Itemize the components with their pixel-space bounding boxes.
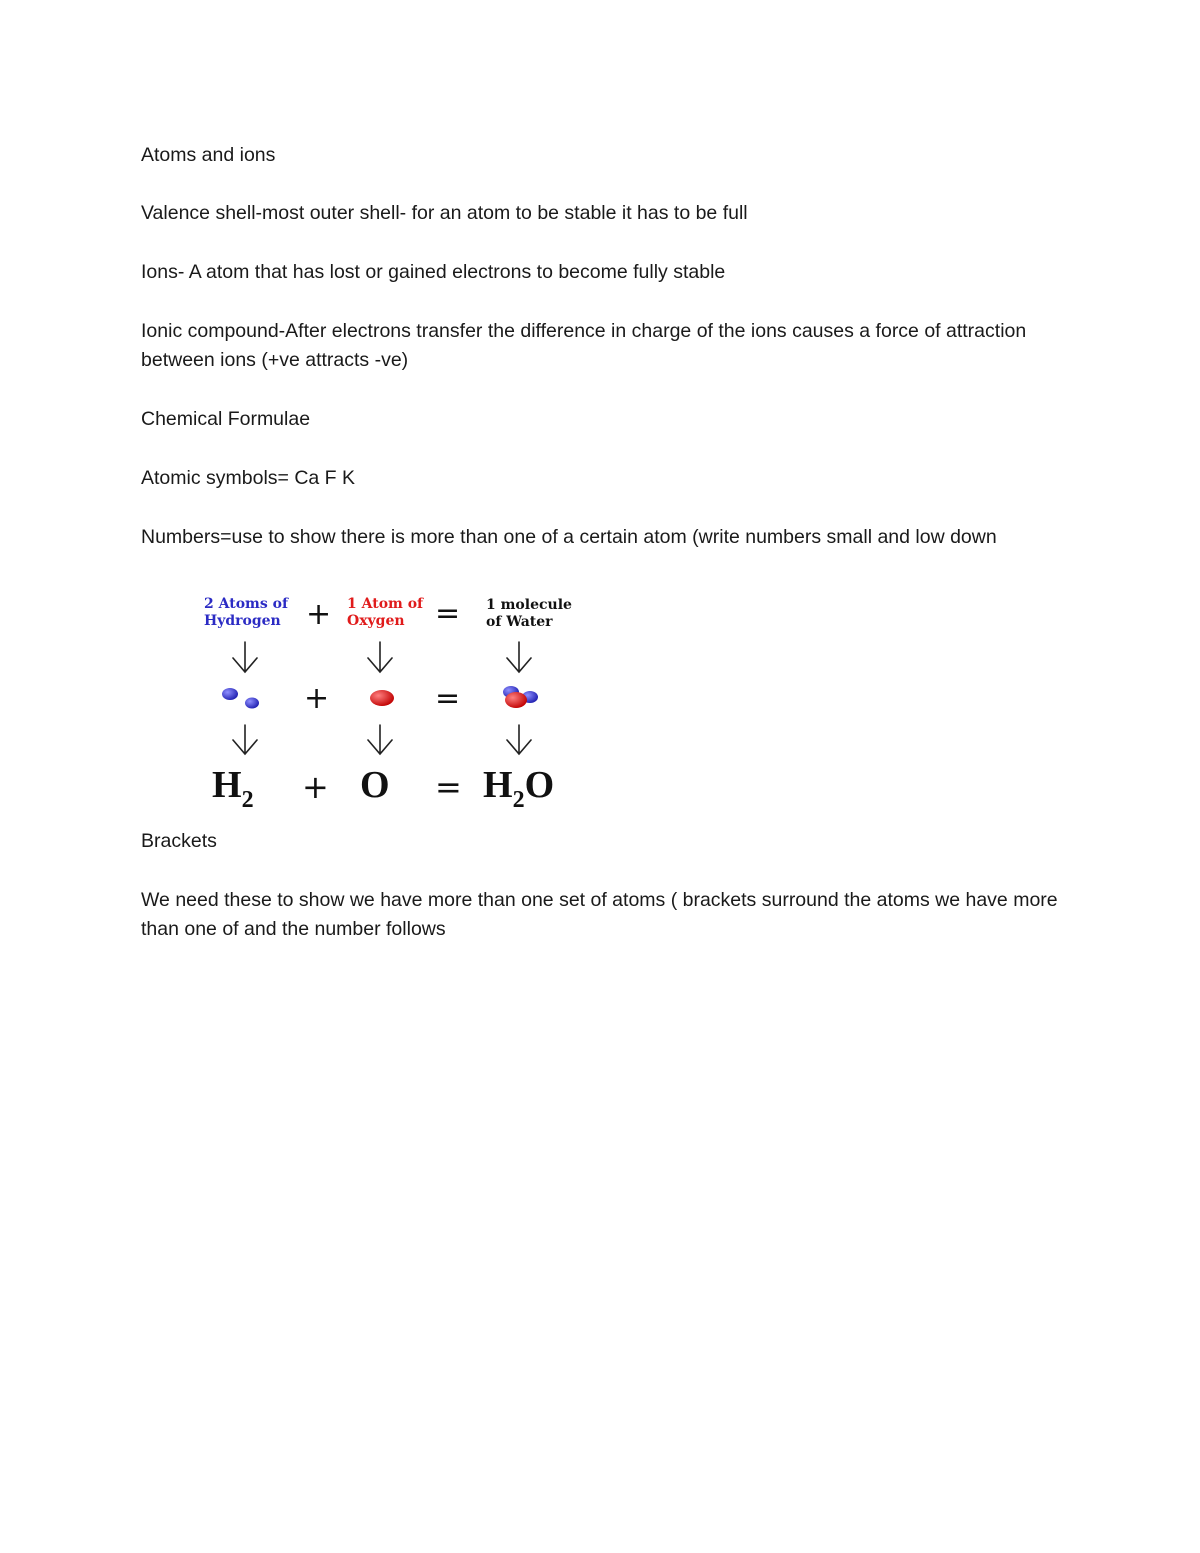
arrow-down-icon (507, 725, 531, 754)
arrow-down-icon (233, 642, 257, 672)
document-title: Atoms and ions (141, 144, 276, 166)
oxygen-label-line1: 1 Atom of (347, 596, 424, 612)
equals-sign-top: = (435, 596, 461, 631)
arrow-down-icon (368, 725, 392, 754)
equals-sign-bottom: = (435, 768, 462, 806)
hydrogen-atom-1 (222, 688, 238, 700)
heading-chemical-formulae: Chemical Formulae (141, 408, 311, 430)
water-molecule (503, 686, 538, 708)
h2-symbol: H (212, 764, 242, 806)
plus-sign-middle: + (304, 681, 330, 716)
h2o-formula (483, 764, 554, 812)
hydrogen-atom-2 (245, 698, 259, 709)
hydrogen-label-line1: 2 Atoms of (204, 596, 288, 612)
water-formation-diagram (196, 590, 581, 812)
paragraph-numbers: Numbers=use to show there is more than one of a certain atom (write numbers small and low down (141, 526, 997, 548)
o-formula: O (360, 764, 390, 806)
h2-subscript: 2 (241, 787, 254, 812)
paragraph-ionic-compound: Ionic compound-After electrons transfer the difference in charge of the ions causes a force of attraction between ions (+ve attracts -ve) (141, 320, 1027, 371)
water-label-line1: 1 molecule (486, 597, 572, 613)
arrow-down-icon (368, 642, 392, 672)
water-label-line2: of Water (486, 614, 553, 630)
paragraph-ions: Ions- A atom that has lost or gained electrons to become fully stable (141, 261, 726, 283)
paragraph-atomic-symbols: Atomic symbols= Ca F K (141, 467, 356, 489)
h2o-h: H (483, 764, 513, 806)
heading-brackets: Brackets (141, 830, 217, 852)
h2o-subscript: 2 (512, 787, 525, 812)
paragraph-valence-shell: Valence shell-most outer shell- for an atom to be stable it has to be full (141, 202, 748, 224)
hydrogen-label-line2: Hydrogen (204, 613, 281, 629)
paragraph-brackets: We need these to show we have more than one set of atoms ( brackets surround the atoms we have more than one of and the number follows (141, 889, 1058, 940)
h2o-o: O (524, 764, 555, 806)
oxygen-atom (370, 690, 394, 706)
oxygen-label-line2: Oxygen (347, 613, 405, 629)
plus-sign-top: + (306, 597, 332, 632)
h2-formula (212, 764, 254, 812)
arrow-down-icon (233, 725, 257, 754)
plus-sign-bottom: + (302, 768, 329, 806)
equals-sign-middle: = (435, 681, 461, 716)
arrow-down-icon (507, 642, 531, 672)
